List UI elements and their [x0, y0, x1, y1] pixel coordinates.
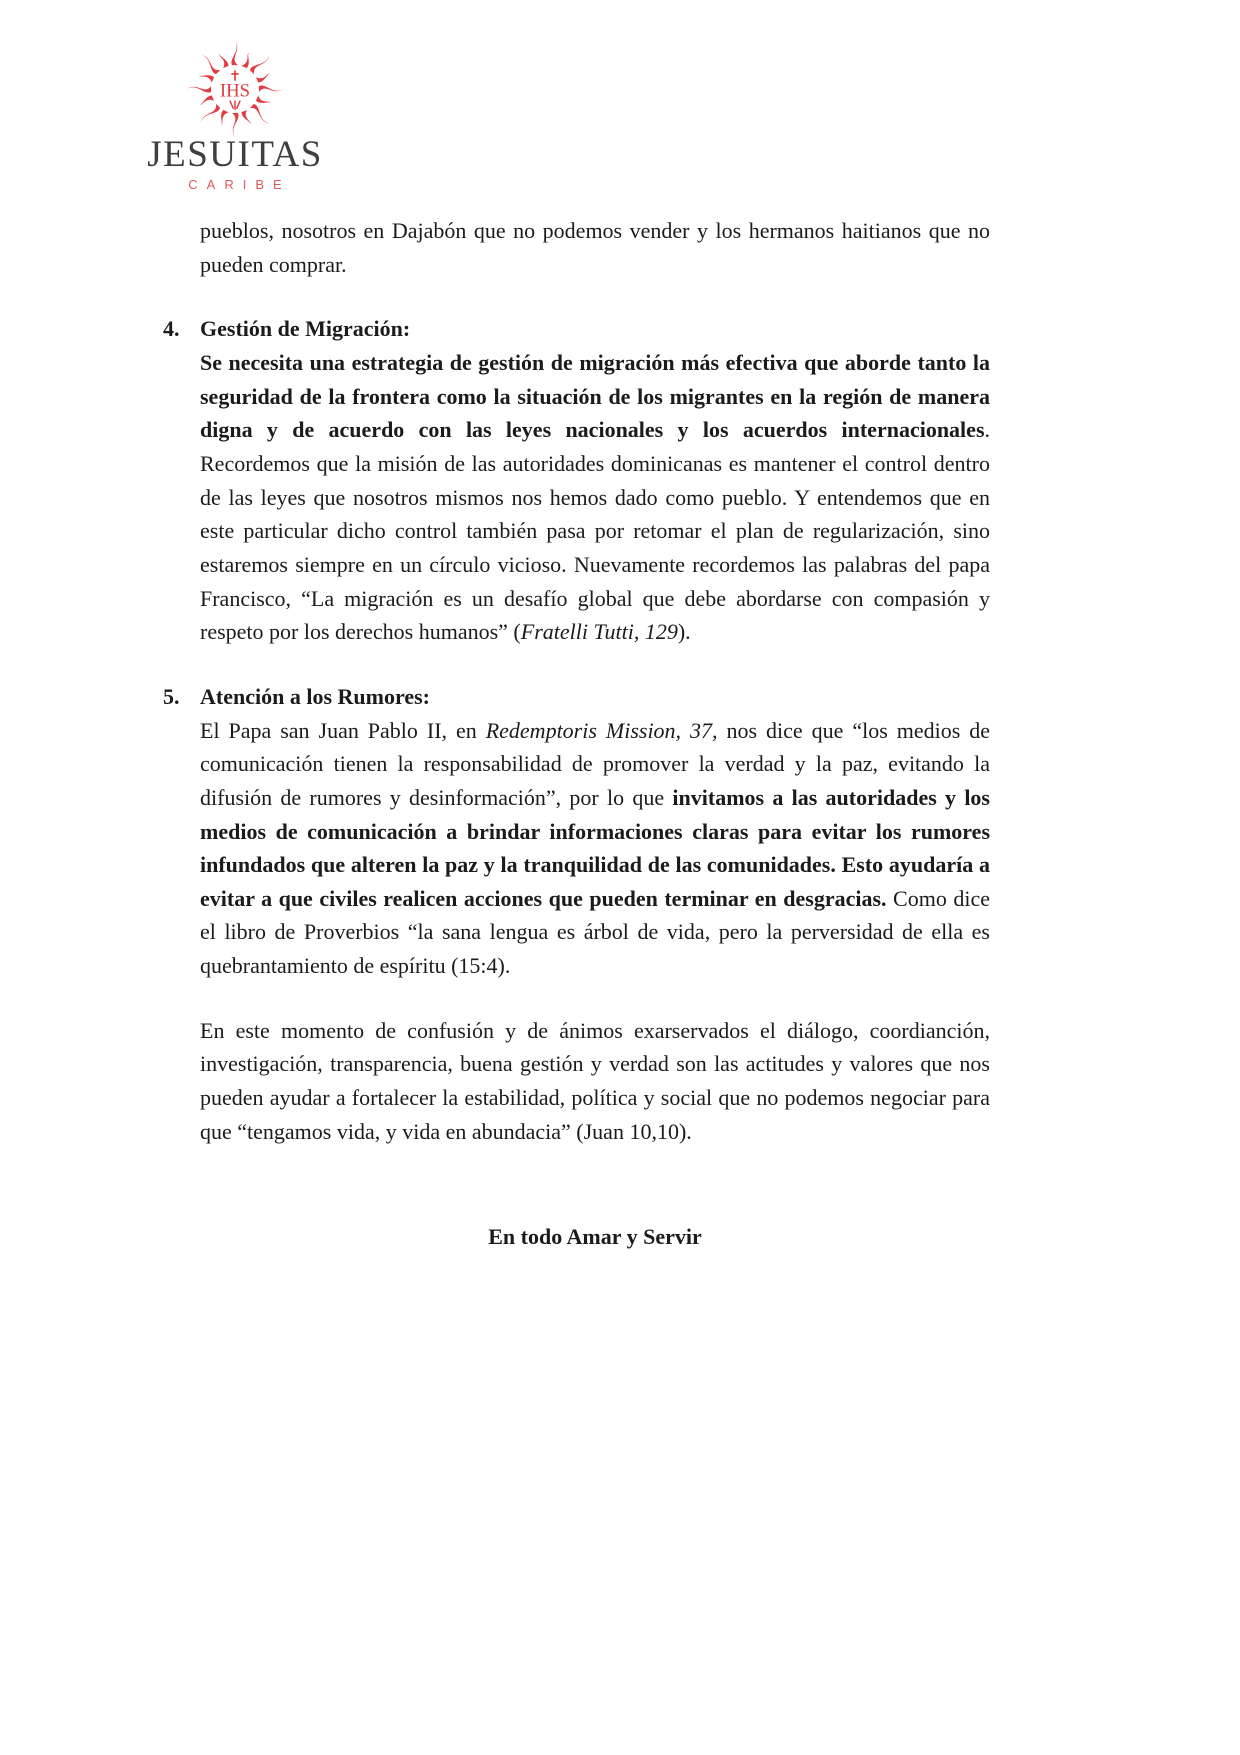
cross-icon	[231, 70, 238, 80]
text-run: Se necesita una estrategia de gestión de migración más efectiva que aborde tanto la seguridad de la frontera como la situación de los migrantes en la región de manera digna y de acuerdo con las leyes nacionales y los acuerdos internacionales	[200, 349, 990, 443]
list-item-body	[200, 346, 990, 649]
closing-paragraph	[200, 1014, 990, 1149]
list-item-body	[200, 714, 990, 983]
nails-icon	[230, 100, 240, 109]
list-item-4	[163, 312, 990, 649]
text-run: ).	[677, 619, 691, 645]
paragraph-text	[200, 1014, 990, 1149]
list-item-heading: Atención a los Rumores:	[200, 683, 430, 709]
signature-line	[200, 1220, 990, 1254]
text-run: pueblos, nosotros en Dajabón que no podemos vender y los hermanos haitianos que no pueden comprar.	[200, 218, 990, 277]
ihs-monogram: IHS	[219, 80, 251, 102]
list-item-content	[200, 312, 990, 649]
text-run: nos dice que “los medios de comunicación tienen la responsabilidad de promover la verdad y la paz, evitando la difusión de rumores y desinformación”, por lo que	[200, 717, 990, 810]
paragraph-text	[200, 1220, 990, 1254]
text-run: En este momento de confusión y de ánimos exarservados el diálogo, coordianción, investigación, transparencia, buena gestión y verdad son las actitudes y valores que nos pueden ayudar a fortalecer la estabilidad, política y social que no podemos negociar para que “tengamos vida, y vida en abundacia” (Juan 10,10).	[200, 1017, 990, 1144]
list-item-5	[163, 680, 990, 983]
list-item-heading: Gestión de Migración:	[200, 316, 411, 342]
paragraph-text	[200, 214, 990, 281]
logo-title: JESUITAS	[147, 134, 323, 175]
text-run: Redemptoris Mission, 37,	[485, 717, 718, 743]
text-run: Como dice el libro de Proverbios “la sana lengua es árbol de vida, pero la perversidad de ella es quebrantamiento de espíritu (15:4).	[200, 885, 990, 979]
list-item-content	[200, 680, 990, 983]
jesuitas-logo	[146, 36, 324, 191]
ihs-sunburst-icon	[183, 36, 287, 140]
list-number: 5.	[163, 683, 180, 709]
text-run: invitamos a las autoridades y los medios de comunicación a brindar informaciones claras para evitar los rumores infundados que alteren la paz y la tranquilidad de las comunidades. Esto ayudaría a evitar a que civiles realicen acciones que pueden terminar en desgracias.	[200, 784, 990, 911]
text-run: En todo Amar y Servir	[488, 1224, 702, 1250]
continuation-paragraph	[200, 214, 990, 281]
logo-subtitle: CARIBE	[188, 177, 291, 192]
text-run: El Papa san Juan Pablo II, en	[200, 717, 486, 743]
text-run: . Recordemos que la misión de las autoridades dominicanas es mantener el control dentro de las leyes que nosotros mismos nos hemos dado como pueblo. Y entendemos que en este particular dicho control también pasa por retomar el plan de regularización, sino estaremos siempre en un círculo vicioso. Nuevamente recordemos las palabras del papa Francisco, “La migración es un desafío global que debe abordarse con compasión y respeto por los derechos humanos” (	[200, 417, 990, 645]
list-number: 4.	[163, 316, 180, 342]
document-body	[163, 214, 990, 1285]
text-run: Fratelli Tutti, 129	[520, 619, 678, 645]
